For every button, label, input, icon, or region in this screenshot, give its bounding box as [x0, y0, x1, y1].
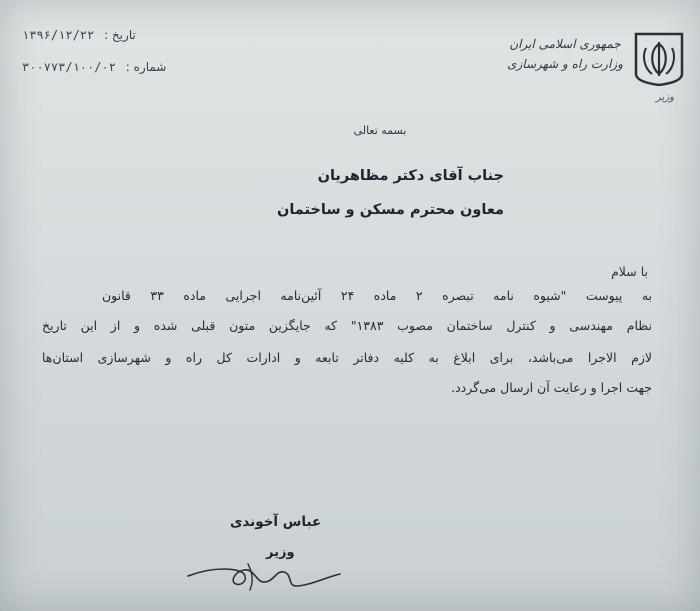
invocation: بسمه تعالی: [353, 124, 407, 137]
iran-emblem-icon: [630, 30, 688, 86]
body-line-4: جهت اجرا و رعایت آن ارسال می‌گردد.: [451, 380, 652, 395]
signer-title: وزیر: [266, 545, 295, 560]
date-label: تاریخ :: [104, 28, 136, 42]
body-line-1: به پیوست "شیوه نامه تبصره ۲ ماده ۲۴ آئین‌نامه اجرایی ماده ۳۳ قانون: [102, 288, 652, 303]
addressee-name: جناب آقای دکتر مظاهریان: [317, 168, 504, 184]
handwritten-signature: [184, 556, 344, 596]
body-line-2: نظام مهندسی و کنترل ساختمان مصوب ۱۳۸۳" که جایگزین متون قبلی شده و از این تاریخ: [42, 318, 652, 333]
letterhead-tag: وزیر: [656, 92, 674, 103]
greeting: با سلام: [611, 264, 648, 279]
number-value: ۳۰۰۷۷۳/۱۰۰/۰۲: [22, 60, 116, 74]
letterhead-country: جمهوری اسلامی ایران: [509, 37, 621, 51]
body-line-3: لازم الاجرا می‌باشد، برای ابلاغ به کلیه دفاتر تابعه و ادارات کل راه و شهرسازی استان‌ها: [42, 350, 652, 365]
date-value: ۱۳۹۶/۱۲/۲۲: [22, 28, 95, 42]
date-row: [22, 28, 136, 42]
addressee-title: معاون محترم مسکن و ساختمان: [276, 202, 504, 218]
letterhead-ministry: وزارت راه و شهرسازی: [507, 57, 623, 71]
signer-name: عباس آخوندی: [230, 514, 322, 530]
number-label: شماره :: [125, 60, 167, 74]
number-row: [22, 60, 166, 74]
letterhead-text: [506, 34, 624, 74]
